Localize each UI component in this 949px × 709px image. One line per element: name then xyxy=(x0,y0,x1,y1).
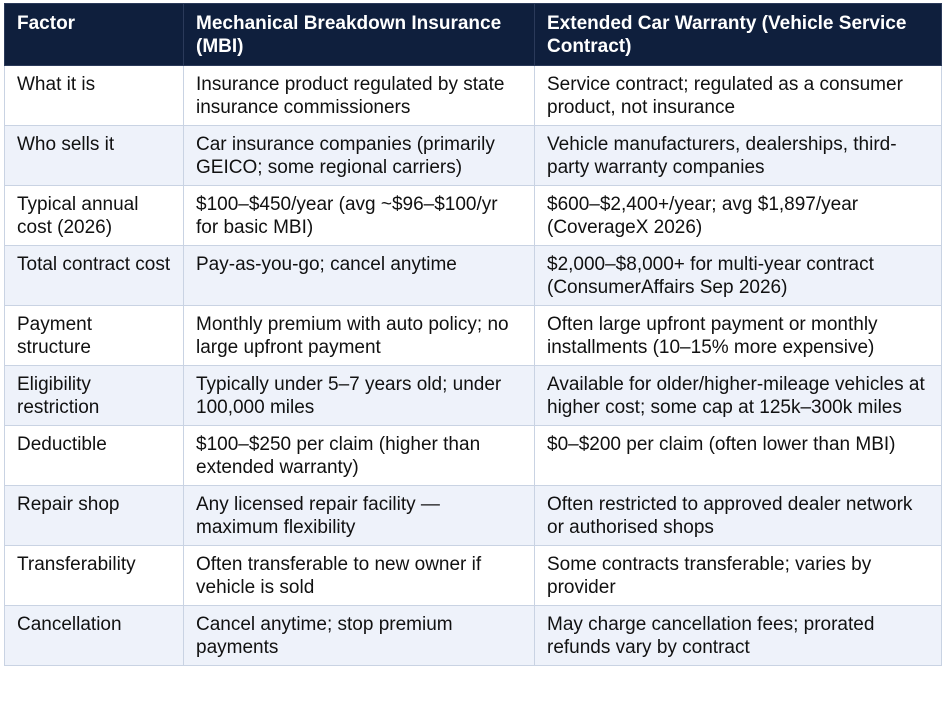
factor-cell: Who sells it xyxy=(5,126,184,186)
mbi-cell: Insurance product regulated by state insurance commissioners xyxy=(184,66,535,126)
warranty-cell: Available for older/higher-mileage vehicles at higher cost; some cap at 125k–300k miles xyxy=(535,366,942,426)
table-row xyxy=(5,246,942,306)
factor-cell: Eligibility restriction xyxy=(5,366,184,426)
mbi-cell: Car insurance companies (primarily GEICO; some regional carriers) xyxy=(184,126,535,186)
header-extended-warranty: Extended Car Warranty (Vehicle Service Contract) xyxy=(535,4,942,66)
factor-cell: Deductible xyxy=(5,426,184,486)
factor-cell: Transferability xyxy=(5,546,184,606)
table-header xyxy=(5,4,942,66)
mbi-cell: Any licensed repair facility — maximum flexibility xyxy=(184,486,535,546)
table-row xyxy=(5,66,942,126)
mbi-cell: $100–$450/year (avg ~$96–$100/yr for basic MBI) xyxy=(184,186,535,246)
factor-cell: Cancellation xyxy=(5,606,184,666)
factor-cell: Total contract cost xyxy=(5,246,184,306)
table-row xyxy=(5,306,942,366)
mbi-cell: Cancel anytime; stop premium payments xyxy=(184,606,535,666)
factor-cell: Payment structure xyxy=(5,306,184,366)
factor-cell: Repair shop xyxy=(5,486,184,546)
table-row xyxy=(5,546,942,606)
warranty-cell: $0–$200 per claim (often lower than MBI) xyxy=(535,426,942,486)
factor-cell: What it is xyxy=(5,66,184,126)
warranty-cell: Some contracts transferable; varies by provider xyxy=(535,546,942,606)
warranty-cell: $600–$2,400+/year; avg $1,897/year (CoverageX 2026) xyxy=(535,186,942,246)
mbi-cell: Pay-as-you-go; cancel anytime xyxy=(184,246,535,306)
comparison-table xyxy=(4,3,942,666)
table-body xyxy=(5,66,942,666)
mbi-cell: $100–$250 per claim (higher than extended warranty) xyxy=(184,426,535,486)
header-row xyxy=(5,4,942,66)
mbi-cell: Often transferable to new owner if vehicle is sold xyxy=(184,546,535,606)
warranty-cell: Vehicle manufacturers, dealerships, third-party warranty companies xyxy=(535,126,942,186)
mbi-cell: Typically under 5–7 years old; under 100,000 miles xyxy=(184,366,535,426)
table-row xyxy=(5,426,942,486)
warranty-cell: $2,000–$8,000+ for multi-year contract (ConsumerAffairs Sep 2026) xyxy=(535,246,942,306)
table-row xyxy=(5,606,942,666)
warranty-cell: Service contract; regulated as a consumer product, not insurance xyxy=(535,66,942,126)
warranty-cell: May charge cancellation fees; prorated refunds vary by contract xyxy=(535,606,942,666)
warranty-cell: Often restricted to approved dealer network or authorised shops xyxy=(535,486,942,546)
table-row xyxy=(5,366,942,426)
header-mbi: Mechanical Breakdown Insurance (MBI) xyxy=(184,4,535,66)
factor-cell: Typical annual cost (2026) xyxy=(5,186,184,246)
warranty-cell: Often large upfront payment or monthly installments (10–15% more expensive) xyxy=(535,306,942,366)
mbi-cell: Monthly premium with auto policy; no large upfront payment xyxy=(184,306,535,366)
header-factor: Factor xyxy=(5,4,184,66)
table-row xyxy=(5,126,942,186)
table-row xyxy=(5,486,942,546)
table-row xyxy=(5,186,942,246)
